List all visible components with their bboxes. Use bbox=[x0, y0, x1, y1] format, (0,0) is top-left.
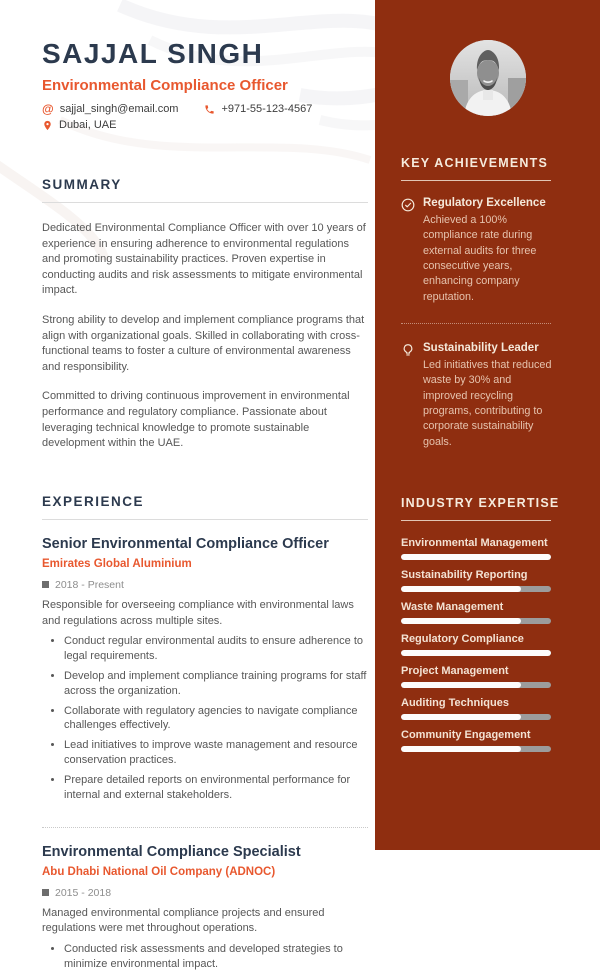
skill-bar bbox=[401, 682, 551, 688]
skill-item bbox=[401, 729, 575, 752]
skill-bar bbox=[401, 618, 551, 624]
contact-email bbox=[42, 103, 178, 115]
job-title: Environmental Compliance Specialist bbox=[42, 843, 301, 860]
job-dates bbox=[42, 887, 368, 899]
skill-label: Community Engagement bbox=[401, 728, 531, 741]
job-bullet: • Conducted risk assessments and developed strategies to minimize environmental impact. bbox=[64, 942, 368, 971]
job-bullet: • Prepare detailed reports on environmental performance for internal and external stakeholders. bbox=[64, 773, 368, 803]
skill-item bbox=[401, 697, 575, 720]
location-text: Dubai, UAE bbox=[59, 119, 117, 131]
skill-bar bbox=[401, 586, 551, 592]
skill-label: Project Management bbox=[401, 664, 509, 677]
summary-heading: SUMMARY bbox=[42, 177, 122, 192]
job-entry bbox=[42, 536, 368, 803]
calendar-icon bbox=[42, 581, 49, 588]
at-icon: @ bbox=[42, 102, 54, 116]
skill-bar bbox=[401, 650, 551, 656]
achievement-divider bbox=[401, 323, 551, 324]
job-description: Managed environmental compliance projects and ensured regulations were met throughout operations. bbox=[42, 906, 325, 935]
contact-location bbox=[42, 119, 116, 131]
job-description: Responsible for overseeing compliance with environmental laws and regulations across multiple sites. bbox=[42, 598, 354, 627]
skill-bar-fill bbox=[401, 618, 521, 624]
skill-bar-fill bbox=[401, 650, 551, 656]
skill-label: Environmental Management bbox=[401, 536, 548, 549]
skill-bar bbox=[401, 746, 551, 752]
job-divider bbox=[42, 827, 368, 828]
skill-bar bbox=[401, 554, 551, 560]
summary-paragraph: Strong ability to develop and implement compliance programs that align with organizational goals. Skilled in collaborating with cross-functional teams to foster a culture of environmental awareness and responsibility. bbox=[42, 314, 365, 373]
skill-item bbox=[401, 665, 575, 688]
person-name: SAJJAL SINGH bbox=[42, 38, 264, 69]
main-column bbox=[42, 0, 368, 971]
skill-label: Regulatory Compliance bbox=[401, 632, 524, 645]
resume-header bbox=[42, 38, 368, 131]
job-dates-text: 2018 - Present bbox=[55, 578, 124, 591]
skill-label: Waste Management bbox=[401, 600, 504, 613]
industry-expertise-heading: INDUSTRY EXPERTISE bbox=[401, 495, 560, 510]
skill-label: Sustainability Reporting bbox=[401, 568, 528, 581]
sidebar bbox=[375, 0, 600, 850]
lightbulb-icon bbox=[401, 342, 415, 450]
skill-item bbox=[401, 601, 575, 624]
contact-phone bbox=[204, 103, 312, 115]
heading-divider bbox=[401, 180, 551, 181]
check-circle-icon bbox=[401, 197, 415, 305]
section-divider bbox=[42, 202, 368, 203]
calendar-icon bbox=[42, 889, 49, 896]
summary-section bbox=[42, 177, 368, 452]
achievement-item bbox=[401, 342, 575, 450]
achievement-text: Achieved a 100% compliance rate during external audits for three consecutive years, enhancing company reputation. bbox=[423, 214, 537, 303]
profile-photo bbox=[450, 40, 526, 116]
summary-paragraph: Committed to driving continuous improvement in environmental performance and regulatory compliance. Passionate about leveraging technical knowledge to promote sustainable development within the UAE. bbox=[42, 390, 350, 450]
job-company: Abu Dhabi National Oil Company (ADNOC) bbox=[42, 865, 276, 878]
skill-bar-fill bbox=[401, 682, 521, 688]
summary-paragraph: Dedicated Environmental Compliance Officer with over 10 years of experience in ensuring adherence to environmental regulations and promoting sustainability practices. Proven expertise in conducting audits and risk assessments to mitigate environmental impact. bbox=[42, 222, 366, 297]
skill-bar-fill bbox=[401, 746, 521, 752]
job-bullet-list bbox=[42, 634, 368, 802]
email-text: sajjal_singh@email.com bbox=[59, 103, 179, 115]
heading-divider bbox=[401, 520, 551, 521]
skill-label: Auditing Techniques bbox=[401, 696, 509, 709]
key-achievements-heading: KEY ACHIEVEMENTS bbox=[401, 156, 549, 170]
skill-bar-fill bbox=[401, 714, 521, 720]
person-title: Environmental Compliance Officer bbox=[42, 77, 288, 94]
location-pin-icon bbox=[42, 120, 53, 131]
contact-info bbox=[42, 103, 368, 131]
industry-expertise-section bbox=[401, 496, 575, 752]
phone-icon bbox=[204, 104, 215, 115]
job-bullet: • Conduct regular environmental audits to ensure adherence to legal requirements. bbox=[64, 634, 368, 664]
job-entry bbox=[42, 844, 368, 971]
skill-bar-fill bbox=[401, 554, 551, 560]
skill-item bbox=[401, 569, 575, 592]
job-bullet: • Collaborate with regulatory agencies to navigate compliance challenges effectively. bbox=[64, 704, 368, 734]
job-company: Emirates Global Aluminium bbox=[42, 557, 192, 570]
achievement-text: Led initiatives that reduced waste by 30% and improved recycling programs, contributing to corporate sustainability goals. bbox=[423, 358, 552, 448]
job-title: Senior Environmental Compliance Officer bbox=[42, 535, 329, 552]
skill-bar-fill bbox=[401, 586, 521, 592]
achievement-item bbox=[401, 197, 575, 305]
skill-item bbox=[401, 633, 575, 656]
experience-section bbox=[42, 494, 368, 971]
section-divider bbox=[42, 519, 368, 520]
key-achievements-section bbox=[401, 156, 575, 450]
achievement-title: Regulatory Excellence bbox=[423, 197, 546, 209]
experience-heading: EXPERIENCE bbox=[42, 493, 145, 509]
skill-item bbox=[401, 537, 575, 560]
job-bullet: • Develop and implement compliance training programs for staff across the organization. bbox=[64, 669, 368, 699]
job-dates bbox=[42, 579, 368, 591]
skill-bar bbox=[401, 714, 551, 720]
phone-text: +971-55-123-4567 bbox=[221, 103, 313, 115]
job-bullet-list bbox=[42, 942, 368, 971]
achievement-title: Sustainability Leader bbox=[423, 341, 539, 354]
job-bullet: • Lead initiatives to improve waste management and resource conservation practices. bbox=[64, 738, 368, 768]
job-dates-text: 2015 - 2018 bbox=[55, 886, 112, 899]
